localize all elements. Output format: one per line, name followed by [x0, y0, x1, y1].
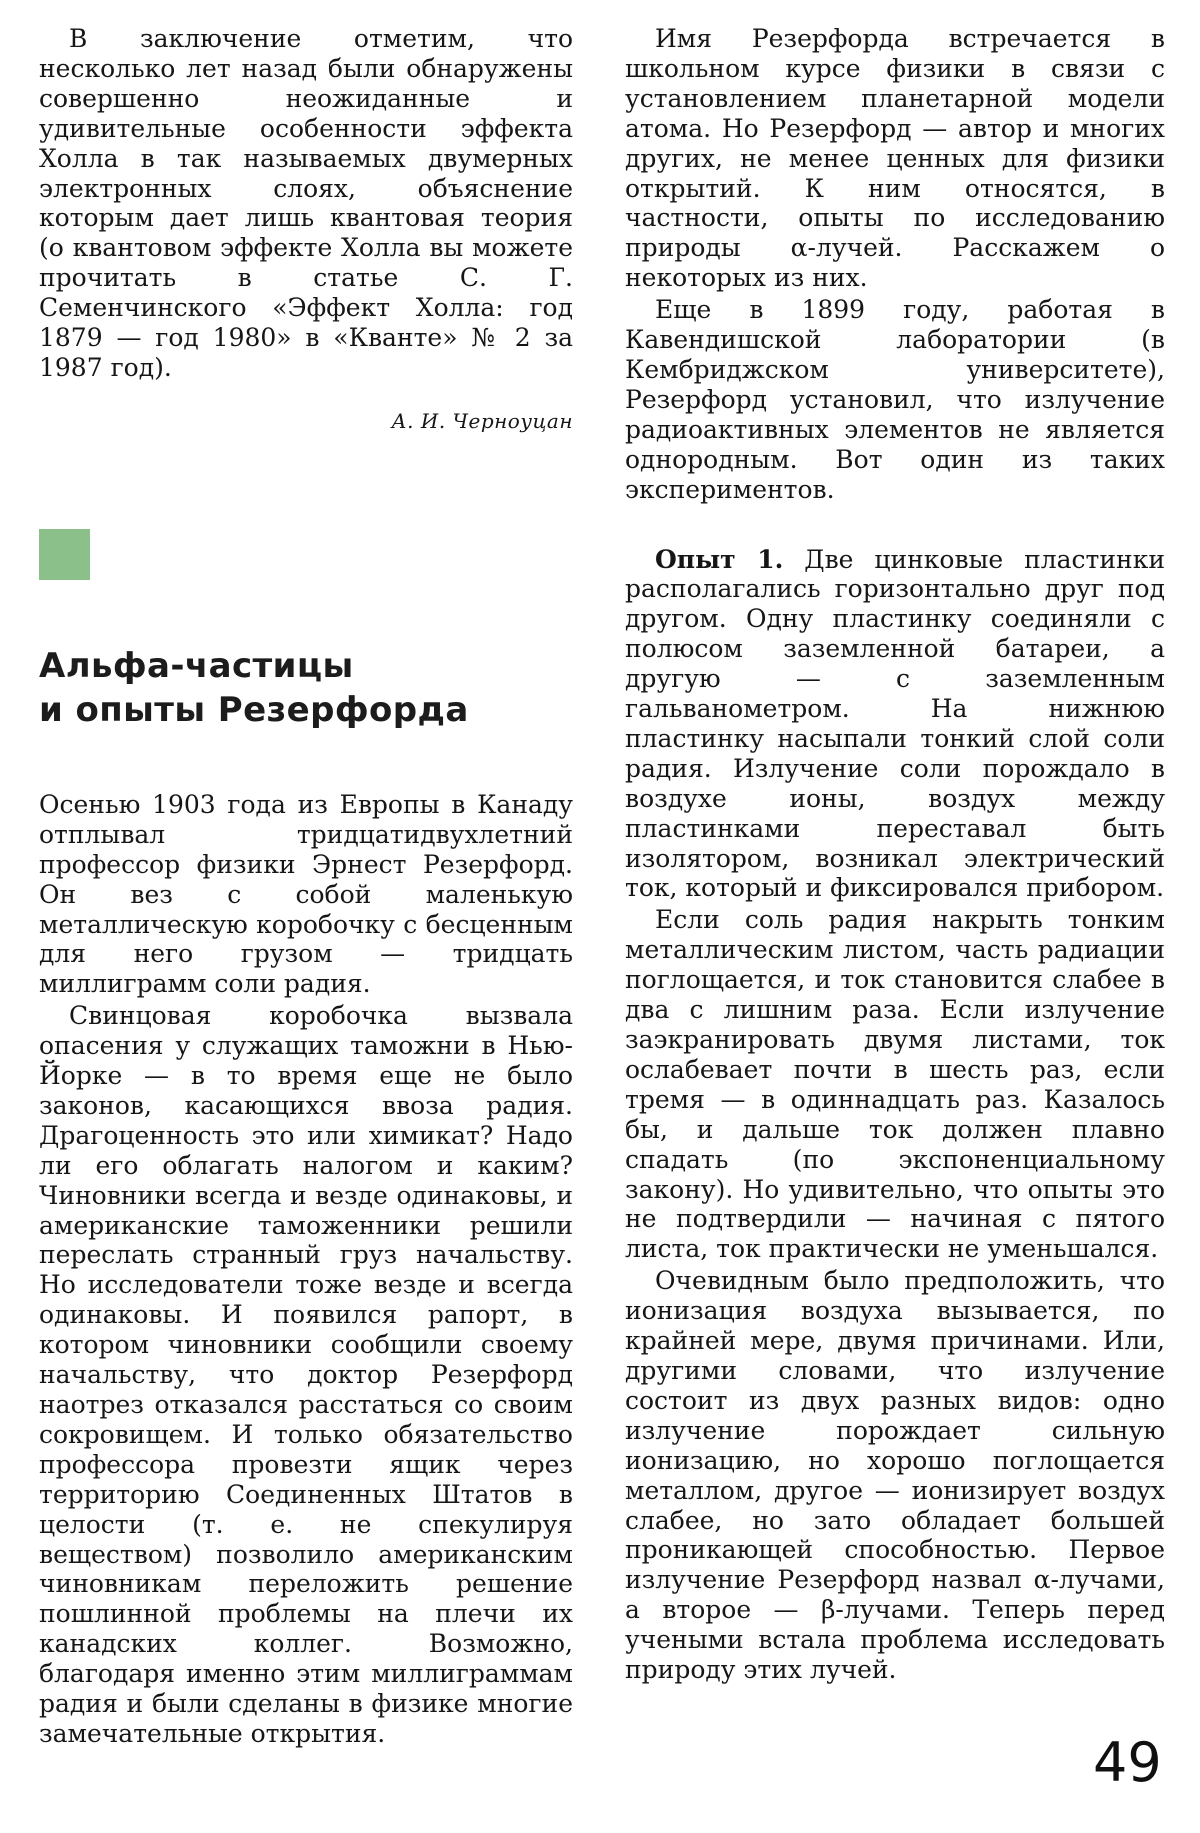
article-title-line-2: и опыты Резерфорда — [39, 689, 469, 730]
experiment-text: Две цинковые пластинки располагались горизонтально друг под другом. Одну пластинку соединяли с полюсом заземленной батареи, а другую — с заземленным гальванометром. На нижнюю пластинку насыпали тонкий слой соли радия. Излучение соли порождало в воздухе ионы, воздух между пластинками переставал быть изолятором, возникал электрический ток, который и фиксировался прибором. — [625, 544, 1165, 903]
article-paragraph: Свинцовая коробочка вызвала опасения у служащих таможни в Нью-Йорке — в то время еще не было законов, касающихся ввоза радия. Драгоценность это или химикат? Надо ли его облагать налогом и каким? Чиновники всегда и везде одинаковы, и американские таможенники решили переслать странный груз начальству. Но исследователи тоже везде и всегда одинаковы. И появился рапорт, в котором чиновники сообщили своему начальству, что доктор Резерфорд наотрез отказался расстаться со своим сокровищем. И только обязательство профессора провезти ящик через территорию Соединенных Штатов в целости (т. е. не спекулируя веществом) позволило американским чиновникам переложить решение пошлинной проблемы на плечи их канадских коллег. Возможно, благодаря именно этим миллиграммам радия и были сделаны в физике многие замечательные открытия. — [39, 1001, 573, 1748]
experiment-label: Опыт 1. — [655, 544, 784, 574]
section-marker-square — [39, 529, 90, 580]
author-signature: А. И. Черноуцан — [391, 408, 573, 433]
left-column — [39, 24, 573, 1749]
article-body-left — [39, 790, 573, 1749]
article-title-line-1: Альфа-частицы — [39, 645, 354, 686]
page-number: 49 — [1093, 1731, 1162, 1794]
article-paragraph: Имя Резерфорда встречается в школьном курсе физики в связи с установлением планетарной модели атома. Но Резерфорд — автор и многих других, не менее ценных для физики открытий. К ним относятся, в частности, опыты по исследованию природы α-лучей. Расскажем о некоторых из них. — [625, 24, 1165, 293]
article-paragraph: Если соль радия накрыть тонким металлическим листом, часть радиации поглощается, и ток становится слабее в два с лишним раза. Если излучение заэкранировать двумя листами, ток ослабевает почти в шесть раз, если тремя — в одиннадцать раз. Казалось бы, и дальше ток должен плавно спадать (по экспоненциальному закону). Но удивительно, что опыты это не подтвердили — начиная с пятого листа, ток практически не уменьшался. — [625, 905, 1165, 1264]
intro-paragraph: В заключение отметим, что несколько лет назад были обнаружены совершенно неожиданные и удивительные особенности эффекта Холла в так называемых двумерных электронных слоях, объяснение которым дает лишь квантовая теория (о квантовом эффекте Холла вы можете прочитать в статье С. Г. Семенчинского «Эффект Холла: год 1879 — год 1980» в «Кванте» № 2 за 1987 год). — [39, 24, 573, 382]
article-title — [39, 644, 573, 732]
article-paragraph: Очевидным было предположить, что ионизация воздуха вызывается, по крайней мере, двумя причинами. Или, другими словами, что излучение состоит из двух разных видов: одно излучение порождает сильную ионизацию, но хорошо поглощается металлом, другое — ионизирует воздух слабее, но зато обладает большей проникающей способностью. Первое излучение Резерфорд назвал α-лучами, а второе — β-лучами. Теперь перед учеными встала проблема исследовать природу этих лучей. — [625, 1266, 1165, 1685]
experiment-paragraph — [625, 545, 1165, 904]
right-column — [625, 24, 1165, 1685]
article-paragraph: Еще в 1899 году, работая в Кавендишской лаборатории (в Кембриджском университете), Резерфорд установил, что излучение радиоактивных элементов не является однородным. Вот один из таких экспериментов. — [625, 295, 1165, 504]
article-paragraph: Осенью 1903 года из Европы в Канаду отплывал тридцатидвухлетний профессор физики Эрнест Резерфорд. Он вез с собой маленькую металлическую коробочку с бесценным для него грузом — тридцать миллиграмм соли радия. — [39, 789, 573, 999]
